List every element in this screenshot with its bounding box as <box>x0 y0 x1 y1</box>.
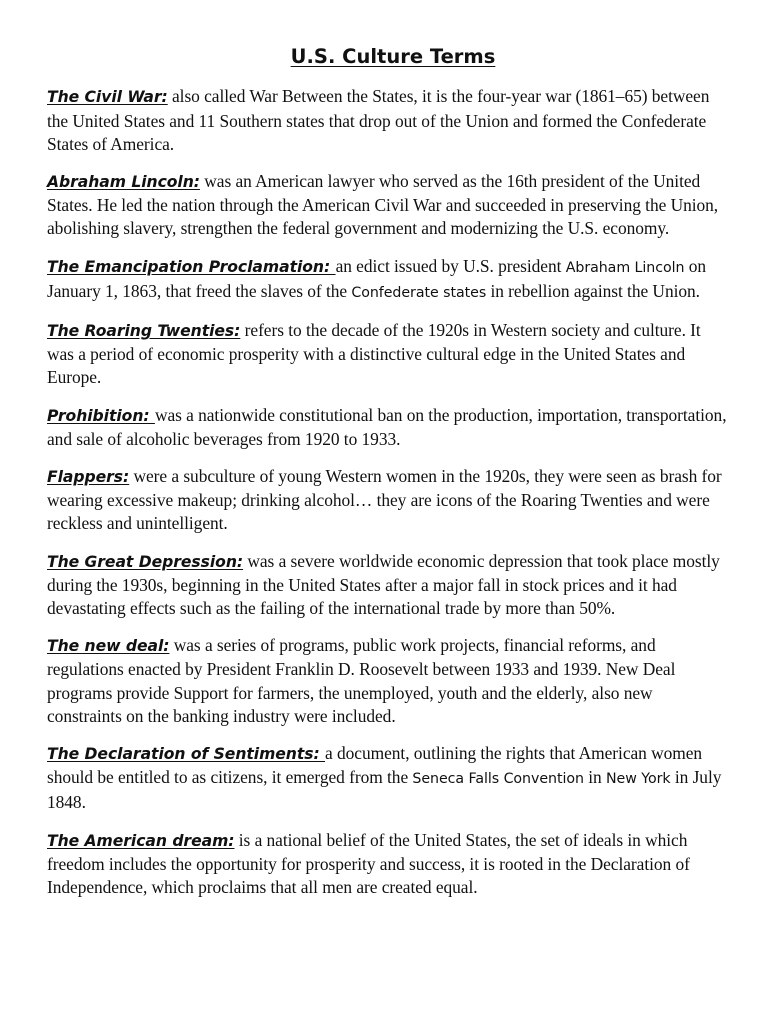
term-label: Prohibition: <box>47 406 155 425</box>
term-definition: were a subculture of young Western women in the 1920s, they were seen as brash for wearing excessive makeup; drinking alcohol… they are icons of the Roaring Twenties and were reckless and unintelligent. <box>47 465 722 534</box>
term-definition-part: Confederate states <box>351 284 487 301</box>
entry-civil-war <box>47 85 727 156</box>
entry-great-depression <box>47 550 727 621</box>
term-label: The Emancipation Proclamation: <box>47 257 336 276</box>
entry-flappers <box>47 465 727 536</box>
term-definition: was a nationwide constitutional ban on the production, importation, transportation, and sale of alcoholic beverages from 1920 to 1933. <box>47 404 727 449</box>
term-definition: was a severe worldwide economic depression that took place mostly during the 1930s, beginning in the United States after a major fall in stock prices and it had devastating effects such as the failing of the international trade by more than 50%. <box>47 550 720 618</box>
term-definition: is a national belief of the United States, the set of ideals in which freedom includes the opportunity for prosperity and success, it is rooted in the Declaration of Independence, which proclaims that all men are created equal. <box>47 829 690 898</box>
term-definition-part: a document, outlining the rights that American women should be entitled to as citizens, it emerged from the <box>47 743 703 788</box>
document-page <box>47 44 727 913</box>
term-label: The American dream: <box>47 831 235 850</box>
term-definition-part: in <box>583 767 606 788</box>
entry-new-deal <box>47 634 727 728</box>
term-definition-part: Abraham Lincoln <box>565 259 685 276</box>
term-definition-part: an edict issued by U.S. president <box>335 255 566 276</box>
term-definition: was an American lawyer who served as the 16th president of the United States. He led the nation through the American Civil War and succeeded in preserving the Union, abolishing slavery, strengthen the federal government and modernizing the U.S. economy. <box>47 170 719 239</box>
term-label: The Civil War: <box>47 88 168 107</box>
term-definition-part: Seneca Falls Convention <box>412 771 584 788</box>
term-definition-part: in July 1848. <box>47 767 722 813</box>
term-label: The new deal: <box>47 637 170 656</box>
term-definition-part: New York <box>605 771 671 788</box>
term-definition-part: in rebellion against the Union. <box>486 280 700 301</box>
term-definition: was a series of programs, public work projects, financial reforms, and regulations enacted by President Franklin D. Roosevelt between 1933 and 1939. New Deal programs provide Support for farmers, the unemployed, youth and the elderly, also new constraints on the banking industry were included. <box>47 635 676 726</box>
entry-declaration-of-sentiments <box>47 742 727 815</box>
term-definition: also called War Between the States, it is the four-year war (1861–65) between the United States and 11 Southern states that drop out of the Union and formed the Confederate States of America. <box>47 86 710 154</box>
entry-abraham-lincoln <box>47 170 727 241</box>
term-label: The Declaration of Sentiments: <box>47 745 326 764</box>
entry-prohibition <box>47 404 727 451</box>
entry-emancipation-proclamation <box>47 255 727 305</box>
page-title: U.S. Culture Terms <box>290 45 496 68</box>
term-label: Abraham Lincoln: <box>47 172 200 191</box>
term-label: The Great Depression: <box>47 552 244 571</box>
term-label: The Roaring Twenties: <box>47 321 241 340</box>
entry-american-dream <box>47 829 727 900</box>
term-definition-part: on January 1, 1863, that freed the slaves of the <box>47 255 707 301</box>
term-label: Flappers: <box>47 467 130 486</box>
entry-roaring-twenties <box>47 319 727 390</box>
term-definition: refers to the decade of the 1920s in Western society and culture. It was a period of economic prosperity with a distinctive cultural edge in the United States and Europe. <box>47 319 701 388</box>
